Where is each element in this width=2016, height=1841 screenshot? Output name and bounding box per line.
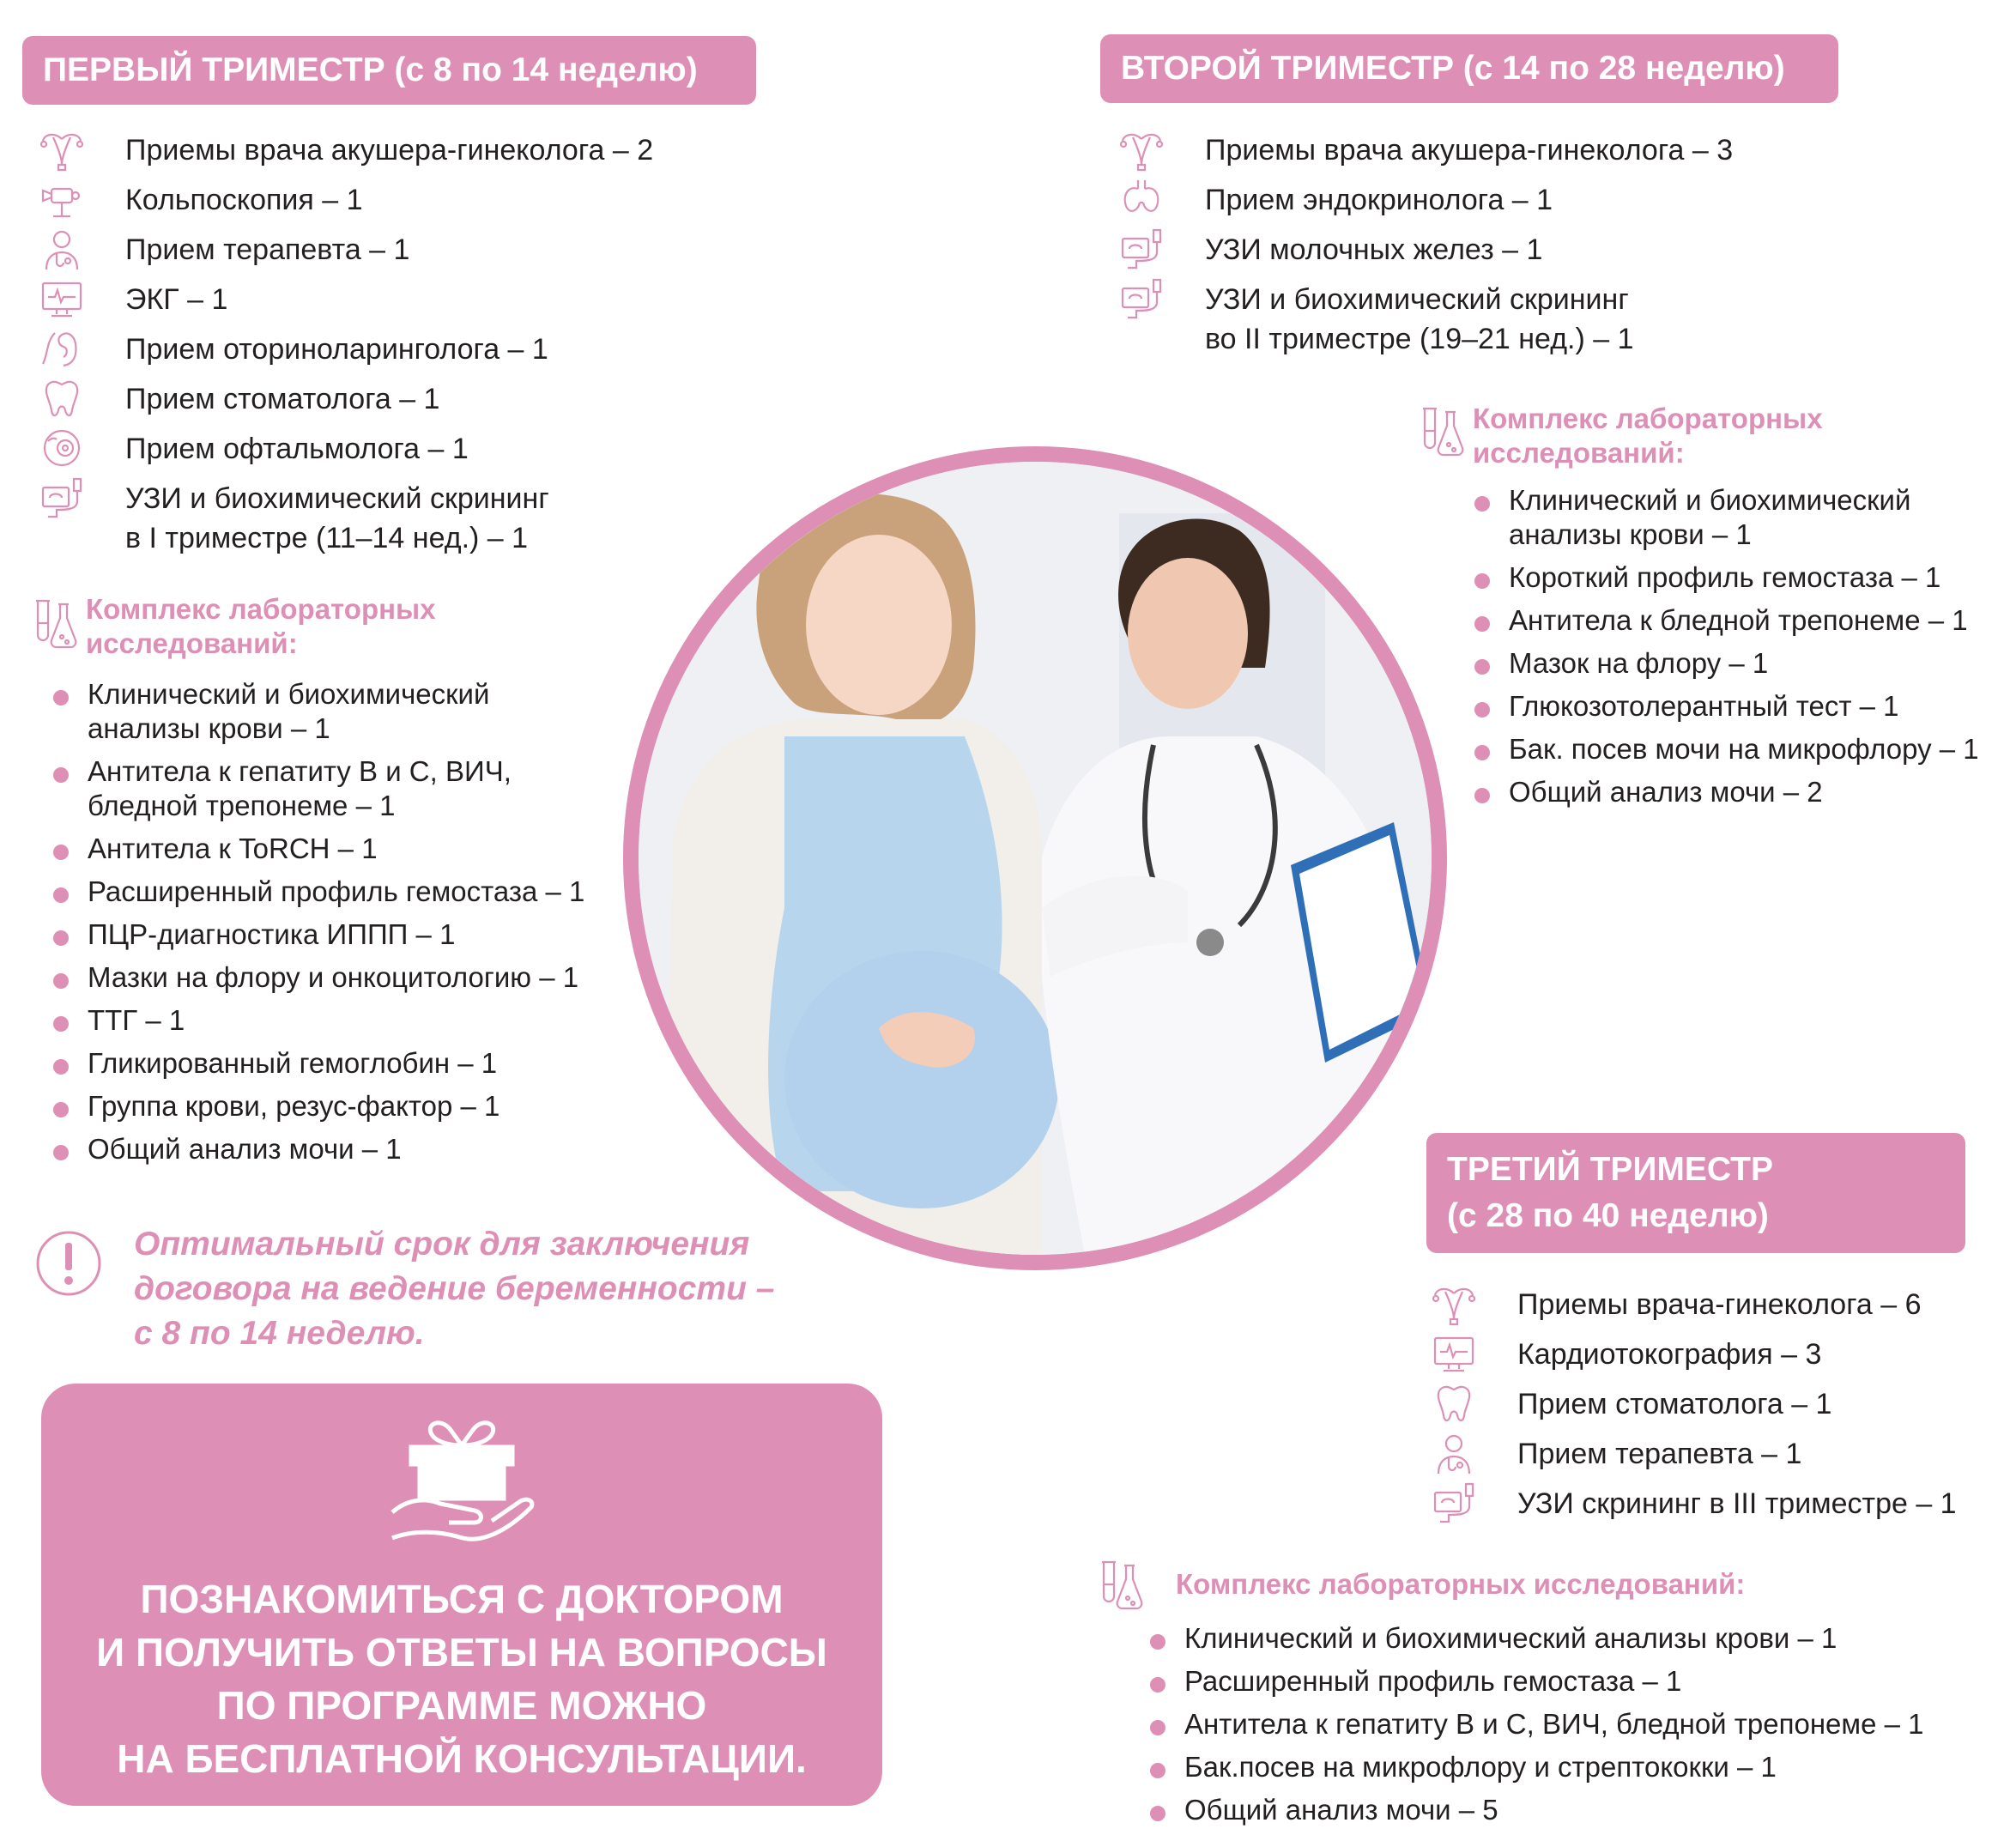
service-text: Приемы врача акушера-гинеколога – 2: [125, 134, 654, 167]
lab-item: Антитела к бледной трепонеме – 1: [1474, 603, 1989, 638]
ecg-monitor-icon: [34, 276, 89, 321]
lab-item: ПЦР-диагностика ИППП – 1: [53, 917, 602, 952]
service-text: Прием стоматолога – 1: [125, 383, 440, 415]
trimester3-services: [1426, 1285, 1957, 1534]
list-item: [34, 280, 653, 330]
list-item: [1426, 1434, 1957, 1484]
lab-item: Бак.посев на микрофлору и стрептококки – 1: [1150, 1750, 1974, 1784]
trimester2-services: [1114, 130, 1733, 359]
contract-note: Оптимальный срок для заключения договора на ведение беременности – с 8 по 14 неделю.: [134, 1226, 775, 1352]
list-item: [34, 429, 653, 479]
exclamation-icon: [34, 1229, 103, 1298]
trimester1-title: ПЕРВЫЙ ТРИМЕСТР (с 8 по 14 неделю): [22, 36, 756, 105]
list-item: [34, 180, 653, 230]
lab-item: ТТГ – 1: [53, 1003, 602, 1038]
list-item: [1114, 130, 1733, 180]
lab-item: Группа крови, резус-фактор – 1: [53, 1089, 602, 1123]
trimester1-services: [34, 130, 653, 558]
list-item: [34, 230, 653, 280]
list-item: [34, 379, 653, 429]
trimester3-title-line1: ТРЕТИЙ ТРИМЕСТР: [1447, 1151, 1773, 1188]
lab-item: Клинический и биохимический анализы крови – 1: [1474, 483, 1989, 552]
lab-item: Антитела к гепатиту В и С, ВИЧ, бледной трепонеме – 1: [1150, 1707, 1974, 1741]
lab-item: Расширенный профиль гемостаза – 1: [53, 875, 602, 909]
ultrasound-icon: [34, 475, 89, 520]
service-text: УЗИ и биохимический скрининг: [125, 482, 549, 515]
lab-flask-icon: [1416, 405, 1464, 458]
trimester3-labs: [1150, 1621, 1974, 1827]
ultrasound-icon: [1426, 1481, 1481, 1525]
service-text: Кардиотокография – 3: [1517, 1338, 1822, 1371]
lab-item: Гликированный гемоглобин – 1: [53, 1046, 602, 1081]
lab-item: Расширенный профиль гемостаза – 1: [1150, 1664, 1974, 1699]
colposcope-icon: [34, 177, 89, 221]
lab-item: Клинический и биохимический анализы крови – 1: [53, 677, 602, 746]
list-item: [1426, 1384, 1957, 1434]
ctg-monitor-icon: [1426, 1331, 1481, 1376]
lab-item: Клинический и биохимический анализы крови – 1: [1150, 1621, 1974, 1656]
free-consultation-banner: [41, 1384, 882, 1806]
service-text: Прием эндокринолога – 1: [1205, 184, 1553, 216]
gift-hand-icon: [389, 1418, 535, 1547]
list-item: [1114, 280, 1733, 359]
list-item: [1426, 1335, 1957, 1384]
ear-icon: [34, 326, 89, 371]
lab-item: Антитела к ToRCH – 1: [53, 832, 602, 866]
trimester3-lab-title: Комплекс лабораторных исследований:: [1176, 1568, 1746, 1600]
tooth-icon: [34, 376, 89, 421]
photo-illustration: [639, 462, 1432, 1255]
service-text: Приемы врача-гинеколога – 6: [1517, 1288, 1922, 1321]
free-consultation-text: ПОЗНАКОМИТЬСЯ С ДОКТОРОМ И ПОЛУЧИТЬ ОТВЕТЫ НА ВОПРОСЫ ПО ПРОГРАММЕ МОЖНО НА БЕСПЛАТНОЙ КОНСУЛЬТАЦИИ.: [96, 1577, 827, 1781]
service-text: Прием стоматолога – 1: [1517, 1388, 1832, 1420]
list-item: [34, 479, 653, 558]
lab-item: Антитела к гепатиту В и С, ВИЧ, бледной трепонеме – 1: [53, 754, 602, 823]
thyroid-icon: [1114, 177, 1169, 221]
pregnant-woman-with-doctor-photo: [623, 446, 1447, 1270]
list-item: [1426, 1484, 1957, 1534]
lab-item: Глюкозотолерантный тест – 1: [1474, 689, 1989, 724]
service-text: Прием офтальмолога – 1: [125, 433, 469, 465]
uterus-icon: [1426, 1281, 1481, 1326]
eye-icon: [34, 426, 89, 470]
lab-item: Короткий профиль гемостаза – 1: [1474, 560, 1989, 595]
lab-item: Мазок на флору – 1: [1474, 646, 1989, 681]
service-text: УЗИ и биохимический скрининг: [1205, 283, 1629, 316]
lab-flask-icon: [29, 597, 77, 651]
list-item: [34, 330, 653, 379]
service-text-line2: во II триместре (19–21 нед.) – 1: [1205, 323, 1634, 355]
service-text: ЭКГ – 1: [125, 283, 228, 316]
trimester3-title-line2: (с 28 по 40 неделю): [1447, 1197, 1769, 1234]
trimester2-lab-title: Комплекс лабораторных исследований:: [1473, 403, 1823, 469]
list-item: [34, 130, 653, 180]
ultrasound-icon: [1114, 276, 1169, 321]
service-text: Кольпоскопия – 1: [125, 184, 363, 216]
service-text: УЗИ скрининг в III триместре – 1: [1517, 1487, 1957, 1520]
lab-item: Общий анализ мочи – 1: [53, 1132, 602, 1166]
trimester1-lab-title: Комплекс лабораторных исследований:: [86, 593, 436, 659]
service-text: Прием терапевта – 1: [125, 233, 410, 266]
service-text-line2: в I триместре (11–14 нед.) – 1: [125, 522, 529, 554]
list-item: [1114, 180, 1733, 230]
doctor-icon: [1426, 1431, 1481, 1475]
trimester3-title: [1426, 1133, 1965, 1253]
service-text: Приемы врача акушера-гинеколога – 3: [1205, 134, 1734, 167]
lab-item: Бак. посев мочи на микрофлору – 1: [1474, 732, 1989, 766]
trimester2-title: ВТОРОЙ ТРИМЕСТР (с 14 по 28 неделю): [1100, 34, 1838, 103]
tooth-icon: [1426, 1381, 1481, 1426]
service-text: Прием терапевта – 1: [1517, 1438, 1802, 1470]
list-item: [1426, 1285, 1957, 1335]
service-text: Прием оториноларинголога – 1: [125, 333, 548, 366]
doctor-icon: [34, 227, 89, 271]
lab-item: Общий анализ мочи – 5: [1150, 1793, 1974, 1827]
lab-item: Мазки на флору и онкоцитологию – 1: [53, 960, 602, 995]
service-text: УЗИ молочных желез – 1: [1205, 233, 1543, 266]
lab-flask-icon: [1095, 1559, 1143, 1612]
trimester1-labs: [53, 677, 602, 1166]
trimester2-labs: [1474, 483, 1989, 809]
uterus-icon: [1114, 127, 1169, 172]
lab-item: Общий анализ мочи – 2: [1474, 775, 1989, 809]
ultrasound-icon: [1114, 227, 1169, 271]
uterus-icon: [34, 127, 89, 172]
list-item: [1114, 230, 1733, 280]
